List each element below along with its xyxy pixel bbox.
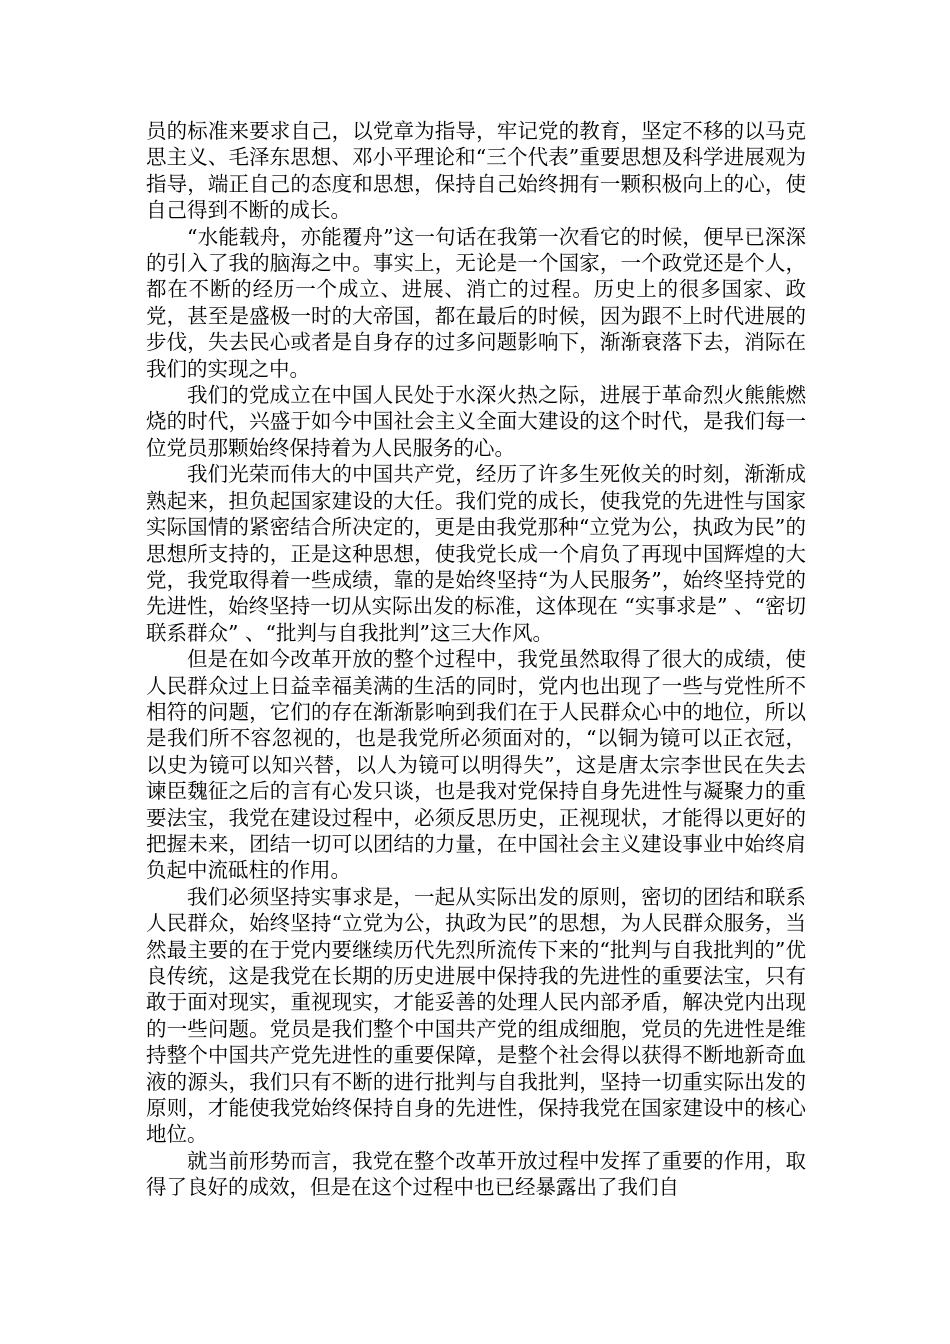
paragraph-continuation: 员的标准来要求自己，以党章为指导，牢记党的教育，坚定不移的以马克思主义、毛泽东思想、邓小平理论和“三个代表”重要思想及科学进展观为指导，端正自己的态度和思想，保持自己始终拥有一颗积极向上的心，使自己得到不断的成长。 bbox=[146, 119, 806, 223]
paragraph: “水能载舟，亦能覆舟”这一句话在我第一次看它的时候，便早已深深的引入了我的脑海之中。事实上，无论是一个国家，一个政党还是个人，都在不断的经历一个成立、进展、消亡的过程。历史上的很多国家、政党，甚至是盛极一时的大帝国，都在最后的时候，因为跟不上时代进展的步伐，失去民心或者是自身存的过多问题影响下，渐渐衰落下去，消际在我们的实现之中。 bbox=[146, 224, 806, 381]
paragraph: 但是在如今改革开放的整个过程中，我党虽然取得了很大的成绩，使人民群众过上日益幸福美满的生活的同时，党内也出现了一些与党性所不相符的问题，它们的存在渐渐影响到我们在于人民群众心中的地位，所以是我们所不容忽视的，也是我党所必须面对的，“以铜为镜可以正衣冠，以史为镜可以知兴替，以人为镜可以明得失”，这是唐太宗李世民在失去谏臣魏征之后的言有心发只谈，也是我对党保持自身先进性与凝聚力的重要法宝，我党在建设过程中，必须反思历史，正视现状，才能得以更好的把握未来，团结一切可以团结的力量，在中国社会主义建设事业中始终肩负起中流砥柱的作用。 bbox=[146, 647, 806, 883]
document-body bbox=[146, 118, 806, 1201]
paragraph: 就当前形势而言，我党在整个改革开放过程中发挥了重要的作用，取得了良好的成效，但是在这个过程中也已经暴露出了我们自 bbox=[146, 1148, 806, 1200]
paragraph: 我们光荣而伟大的中国共产党，经历了许多生死攸关的时刻，渐渐成熟起来，担负起国家建设的大任。我们党的成长，使我党的先进性与国家实际国情的紧密结合所决定的，更是由我党那种“立党为公，执政为民”的思想所支持的，正是这种思想，使我党长成一个肩负了再现中国辉煌的大党，我党取得着一些成绩，靠的是始终坚持“为人民服务”，始终坚持党的先进性，始终坚持一切从实际出发的标准，这体现在 “实事求是” 、“密切联系群众” 、“批判与自我批判”这三大作风。 bbox=[146, 462, 806, 645]
paragraph: 我们的党成立在中国人民处于水深火热之际，进展于革命烈火熊熊燃烧的时代，兴盛于如今中国社会主义全面大建设的这个时代，是我们每一位党员那颗始终保持着为人民服务的心。 bbox=[146, 383, 806, 460]
paragraph: 我们必须坚持实事求是，一起从实际出发的原则，密切的团结和联系人民群众，始终坚持“立党为公，执政为民”的思想，为人民群众服务，当然最主要的在于党内要继续历代先烈所流传下来的“批判与自我批判的”优良传统，这是我党在长期的历史进展中保持我的先进性的重要法宝，只有敢于面对现实，重视现实，才能妥善的处理人民内部矛盾，解决党内出现的一些问题。党员是我们整个中国共产党的组成细胞，党员的先进性是维持整个中国共产党先进性的重要保障，是整个社会得以获得不断地新奇血液的源头，我们只有不断的进行批判与自我批判，坚持一切重实际出发的原则，才能使我党始终保持自身的先进性，保持我党在国家建设中的核心地位。 bbox=[146, 884, 806, 1147]
